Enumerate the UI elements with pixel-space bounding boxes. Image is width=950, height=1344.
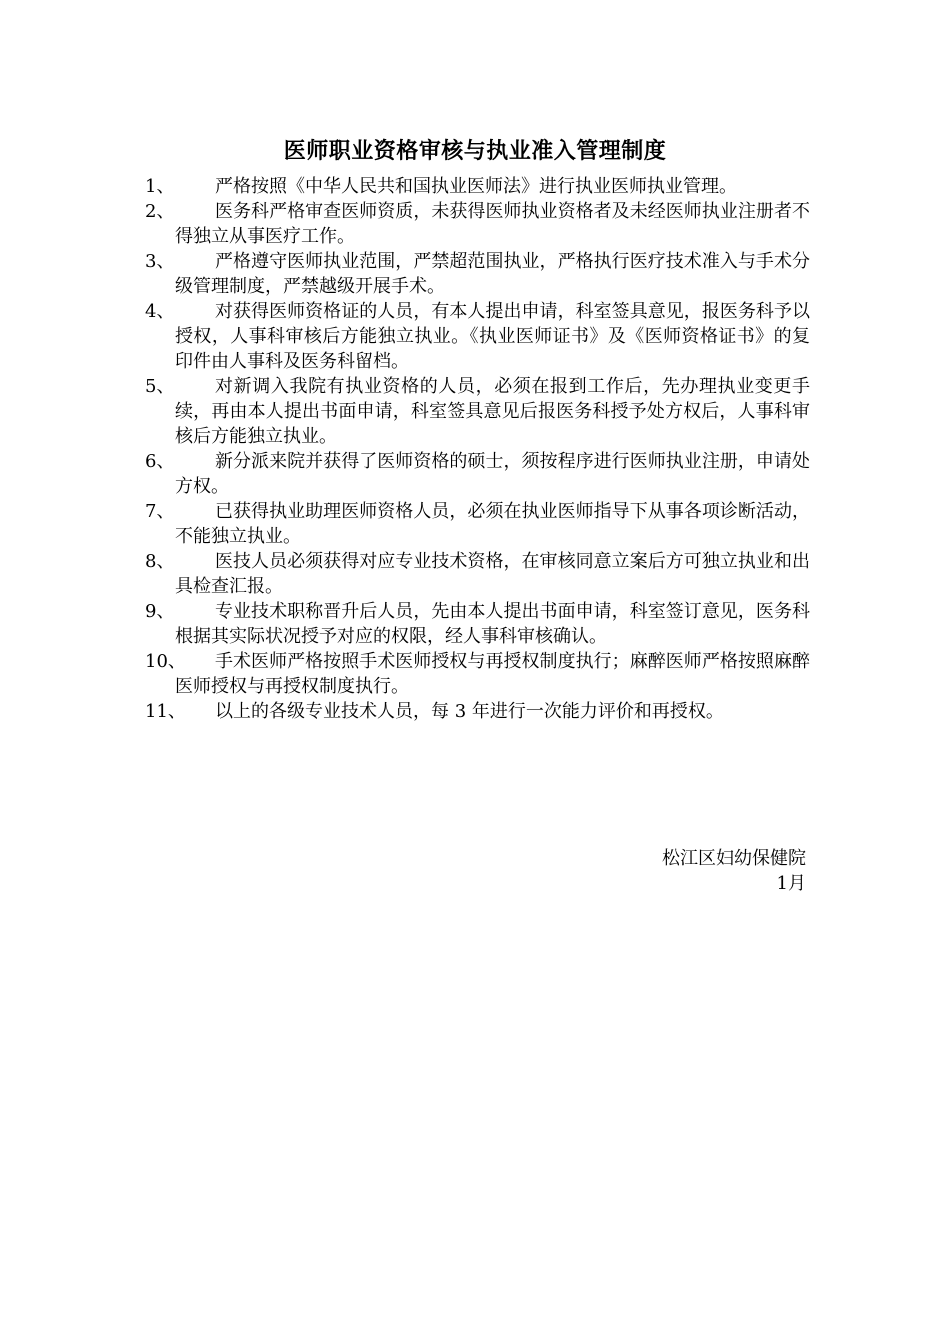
list-item (145, 249, 810, 299)
item-text: 已获得执业助理医师资格人员，必须在执业医师指导下从事各项诊断活动，不能独立执业。 (175, 501, 810, 547)
regulation-list (145, 174, 810, 724)
list-item (145, 499, 810, 549)
item-text: 严格遵守医师执业范围，严禁超范围执业，严格执行医疗技术准入与手术分级管理制度，严禁越级开展手术。 (175, 251, 810, 297)
list-item (145, 649, 810, 699)
signature-date: 1月 (776, 873, 806, 894)
item-text: 对获得医师资格证的人员，有本人提出申请，科室签具意见，报医务科予以授权，人事科审核后方能独立执业。《执业医师证书》及《医师资格证书》的复印件由人事科及医务科留档。 (175, 301, 810, 372)
item-number: 6、 (145, 451, 175, 472)
item-text: 医技人员必须获得对应专业技术资格，在审核同意立案后方可独立执业和出具检查汇报。 (175, 551, 810, 597)
item-number: 8、 (145, 551, 175, 572)
item-number: 7、 (145, 501, 175, 522)
list-item (145, 549, 810, 599)
item-text: 医务科严格审查医师资质，未获得医师执业资格者及未经医师执业注册者不得独立从事医疗工作。 (175, 201, 810, 247)
list-item (145, 174, 810, 199)
item-text: 新分派来院并获得了医师资格的硕士，须按程序进行医师执业注册，申请处方权。 (175, 451, 810, 497)
item-number: 3、 (145, 251, 175, 272)
list-item (145, 299, 810, 374)
item-number: 11、 (145, 701, 186, 722)
item-number: 2、 (145, 201, 175, 222)
list-item (145, 449, 810, 499)
item-text: 严格按照《中华人民共和国执业医师法》进行执业医师执业管理。 (215, 176, 737, 197)
item-text: 以上的各级专业技术人员，每 3 年进行一次能力评价和再授权。 (215, 701, 724, 722)
item-number: 10、 (145, 651, 186, 672)
item-number: 1、 (145, 176, 175, 197)
list-item (145, 599, 810, 649)
item-text: 对新调入我院有执业资格的人员，必须在报到工作后，先办理执业变更手续，再由本人提出书面申请，科室签具意见后报医务科授予处方权后，人事科审核后方能独立执业。 (175, 376, 810, 447)
list-item (145, 699, 810, 724)
item-number: 4、 (145, 301, 175, 322)
signature-organization: 松江区妇幼保健院 (662, 848, 806, 869)
item-number: 9、 (145, 601, 175, 622)
signature-block (500, 846, 806, 896)
list-item (145, 199, 810, 249)
item-number: 5、 (145, 376, 175, 397)
item-text: 专业技术职称晋升后人员，先由本人提出书面申请，科室签订意见，医务科根据其实际状况授予对应的权限，经人事科审核确认。 (175, 601, 810, 647)
list-item (145, 374, 810, 449)
document-title: 医师职业资格审核与执业准入管理制度 (283, 138, 667, 164)
item-text: 手术医师严格按照手术医师授权与再授权制度执行；麻醉医师严格按照麻醉医师授权与再授权制度执行。 (175, 651, 810, 697)
